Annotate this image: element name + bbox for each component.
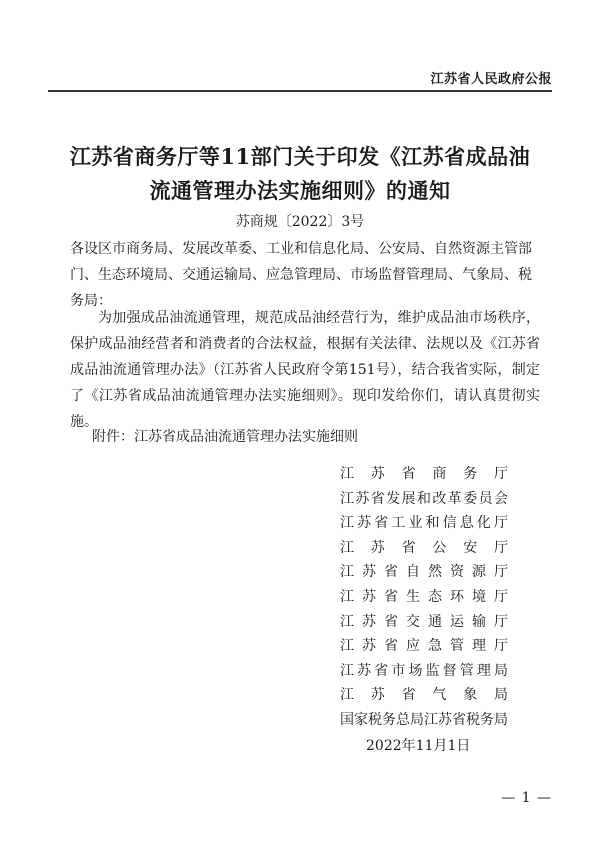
body-paragraph: 为加强成品油流通管理，规范成品油经营行为，维护成品油市场秩序，保护成品油经营者和消费者的合法权益，根据有关法律、法规以及《江苏省成品油流通管理办法》（江苏省人民政府令第151号），结合我省实际，制定了《江苏省成品油流通管理办法实施细则》。现印发给你们，请认真贯彻实施。 (70, 310, 540, 430)
salutation: 各设区市商务局、发展改革委、工业和信息化局、公安局、自然资源主管部门、生态环境局、交通运输局、应急管理局、市场监督管理局、气象局、税务局： (70, 241, 532, 309)
signatory: 江苏省气象局 (340, 687, 508, 704)
document-title-line-2: 流通管理办法实施细则》的通知 (149, 178, 451, 203)
signatory: 国家税务总局江苏省税务局 (340, 711, 508, 728)
document-number: 苏商规〔2022〕3号 (235, 214, 365, 230)
issue-date: 2022年11月1日 (366, 738, 471, 754)
signatory: 江苏省工业和信息化厅 (340, 515, 508, 532)
document-title (40, 140, 560, 208)
page-number: — 1 — (501, 790, 552, 806)
signatory: 江苏省公安厅 (340, 539, 508, 556)
signatory: 江苏省市场监督管理局 (340, 662, 508, 679)
signatory: 江苏省交通运输厅 (340, 613, 508, 630)
gazette-header-title: 江苏省人民政府公报 (430, 72, 552, 87)
attachment-line: 附件：江苏省成品油流通管理办法实施细则 (92, 429, 358, 445)
signatory-list (340, 462, 508, 733)
signatory: 江苏省应急管理厅 (340, 638, 508, 655)
signatory: 江苏省商务厅 (340, 466, 508, 482)
document-title-line-1: 江苏省商务厅等11部门关于印发《江苏省成品油 (69, 144, 531, 169)
signatory: 江苏省发展和改革委员会 (340, 490, 508, 507)
signatory: 江苏省自然资源厅 (340, 564, 508, 581)
signatory: 江苏省生态环境厅 (340, 588, 508, 605)
header-divider (48, 90, 552, 92)
